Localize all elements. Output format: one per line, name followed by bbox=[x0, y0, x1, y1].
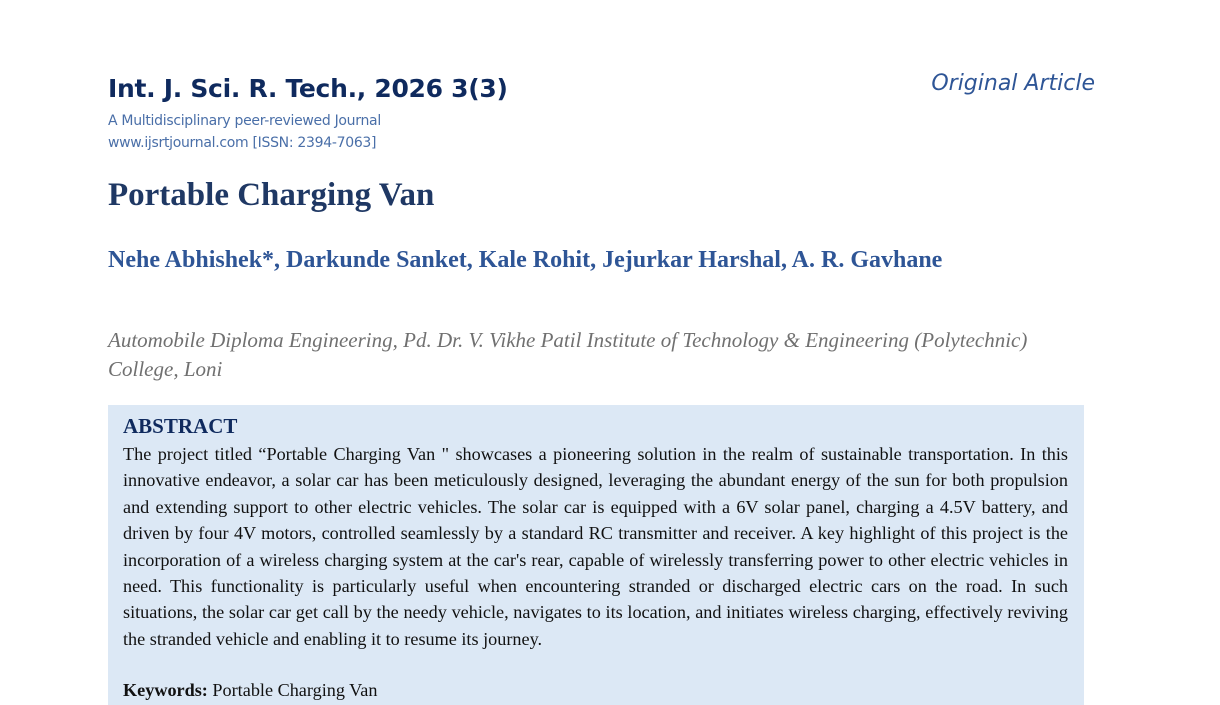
author-list: Nehe Abhishek*, Darkunde Sanket, Kale Rohit, Jejurkar Harshal, A. R. Gavhane bbox=[108, 247, 943, 273]
keywords-line bbox=[123, 680, 377, 701]
keywords-label: Keywords: bbox=[123, 680, 208, 700]
abstract-body: The project titled “Portable Charging Van " showcases a pioneering solution in the realm of sustainable transportation. In this innovative endeavor, a solar car has been meticulously designed, leveraging the abundant energy of the sun for both propulsion and extending support to other electric vehicles. The solar car is equipped with a 6V solar panel, charging a 4.5V battery, and driven by four 4V motors, controlled seamlessly by a standard RC transmitter and receiver. A key highlight of this project is the incorporation of a wireless charging system at the car's rear, capable of wirelessly transferring power to other electric vehicles in need. This functionality is particularly useful when encountering stranded or discharged electric cars on the road. In such situations, the solar car get call by the needy vehicle, navigates to its location, and initiates wireless charging, effectively reviving the stranded vehicle and enabling it to resume its journey. bbox=[123, 444, 1068, 649]
article-type-label: Original Article bbox=[931, 71, 1095, 96]
abstract-heading: ABSTRACT bbox=[123, 414, 238, 438]
journal-website-issn: www.ijsrtjournal.com [ISSN: 2394-7063] bbox=[108, 135, 377, 151]
journal-subtitle: A Multidisciplinary peer-reviewed Journal bbox=[108, 113, 381, 129]
abstract-section bbox=[108, 405, 1084, 705]
journal-title: Int. J. Sci. R. Tech., 2026 3(3) bbox=[108, 74, 508, 103]
paper-title: Portable Charging Van bbox=[108, 177, 435, 213]
keywords-value: Portable Charging Van bbox=[207, 680, 378, 700]
affiliation: Automobile Diploma Engineering, Pd. Dr. V. Vikhe Patil Institute of Technology & Engineering (Polytechnic) College, Loni bbox=[108, 328, 1028, 381]
